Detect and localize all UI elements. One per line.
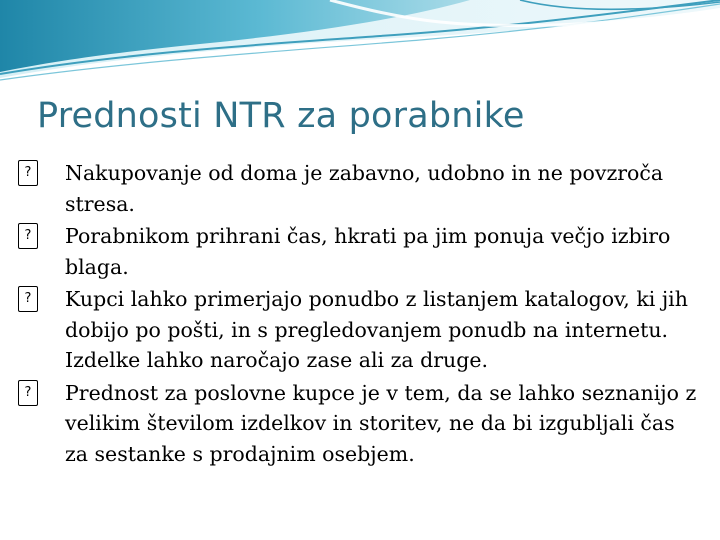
missing-glyph-bullet-icon xyxy=(18,286,38,312)
bullet-text: Porabnikom prihrani čas, hkrati pa jim ponuja večjo izbiro blaga. xyxy=(65,224,671,279)
bullet-item xyxy=(18,221,698,282)
slide-title: Prednosti NTR za porabnike xyxy=(37,96,525,136)
missing-glyph-bullet-icon xyxy=(18,223,38,249)
bullet-item xyxy=(18,158,698,219)
missing-glyph-bullet-icon xyxy=(18,160,38,186)
bullet-item xyxy=(18,284,698,376)
missing-glyph-bullet-icon xyxy=(18,380,38,406)
header-wave-decoration xyxy=(0,0,720,90)
bullet-text: Prednost za poslovne kupce je v tem, da se lahko seznanijo z velikim številom izdelkov in storitev, ne da bi izgubljali čas za sestanke s prodajnim osebjem. xyxy=(65,380,697,466)
bullet-text: Kupci lahko primerjajo ponudbo z listanjem katalogov, ki jih dobijo po pošti, in s pregledovanjem ponudb na internetu. Izdelke lahko naročajo zase ali za druge. xyxy=(65,287,688,372)
bullet-item xyxy=(18,378,698,470)
bullet-list xyxy=(18,158,698,471)
bullet-text: Nakupovanje od doma je zabavno, udobno in ne povzroča stresa. xyxy=(65,161,664,216)
